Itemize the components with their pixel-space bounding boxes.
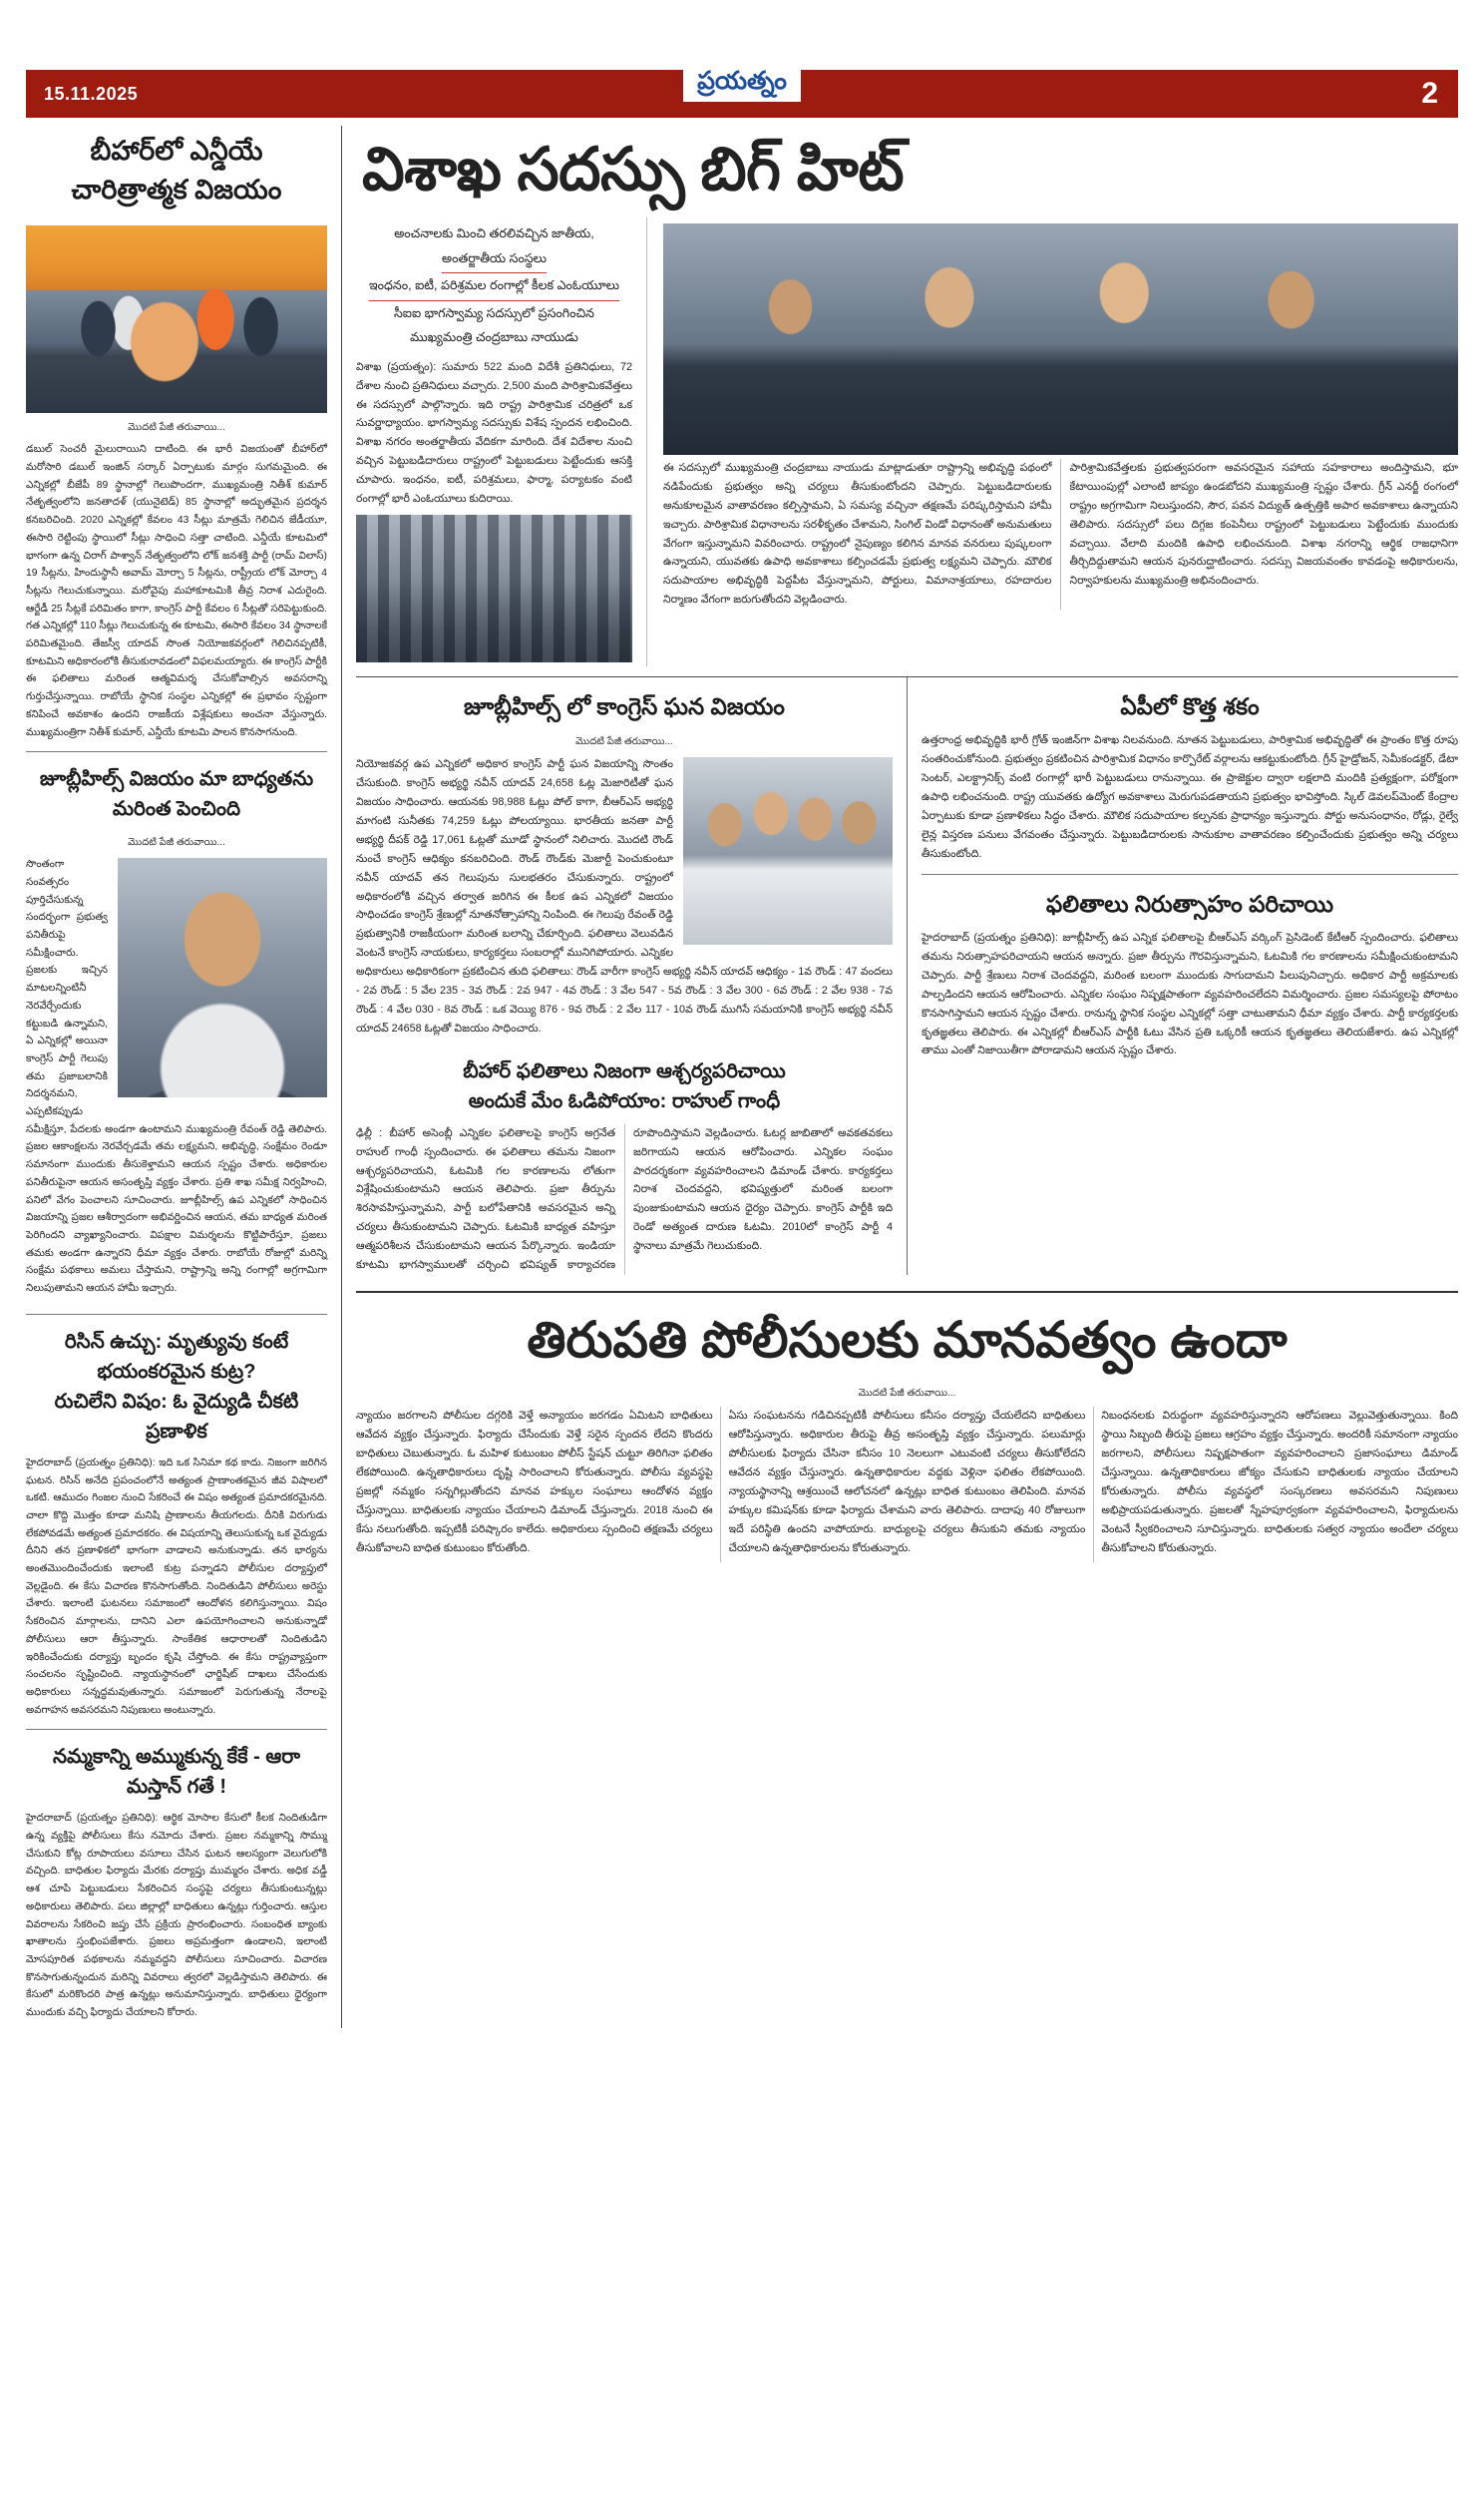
- right-sub-column: [908, 677, 1458, 1275]
- bottom-headline: తిరుపతి పోలీసులకు మానవత్వం ఉందా: [527, 1311, 1288, 1368]
- page-number: 2: [1421, 77, 1438, 110]
- left-headline-line1: బీహార్‌లో ఎన్డీయే: [90, 136, 263, 166]
- rahul-subhead: [356, 1045, 893, 1124]
- newspaper-page: [0, 67, 1484, 2508]
- intro-line-1: అంచనాలకు మించి తరలివచ్చిన జాతీయ,: [394, 226, 594, 240]
- lead-story-block: [356, 217, 1458, 666]
- left-subhead-2-line2: రుచిలేని విషం: ఓ వైద్యుడి చీకటి ప్రణాళిక: [54, 1390, 299, 1443]
- results-article: హైదరాబాద్ (ప్రయత్నం ప్రతినిధి): జూబ్లీహిల్స్ ఉప ఎన్నిక ఫలితాలపై బీఆర్ఎస్ వర్కింగ్ ప్రెసిడెంట్ కేటీఆర్ స్పందించారు. ఫలితాలు తమను నిరుత్సాహపరిచాయని ఆయన అన్నారు. ప్రజా తీర్పును గౌరవిస్తున్నామని, ఓటమికి గల కారణాలను సమీక్షించుకుంటామని చెప్పారు. పార్టీ శ్రేణులు నిరాశ చెందవద్దని, మరింత బలంగా ముందుకు సాగుదామని పిలుపునిచ్చారు. అధికార పార్టీ అక్రమాలకు పాల్పడిందని ఆయన ఆరోపించారు. ఎన్నికల సంఘం నిష్పక్షపాతంగా వ్యవహరించలేదని విమర్శించారు. ప్రజల సమస్యలపై పోరాటం కొనసాగిస్తామని ఆయన స్పష్టం చేశారు. రానున్న స్థానిక సంస్థల ఎన్నికల్లో సత్తా చాటుతామని ధీమా వ్యక్తం చేశారు. పార్టీ కార్యకర్తలకు కృతజ్ఞతలు తెలిపారు. ఈ ఎన్నికల్లో బీఆర్ఎస్ పార్టీకి ఓటు వేసిన ప్రతి ఒక్కరికీ ఆయన కృతజ్ఞతలు తెలియజేశారు. ఉప ఎన్నికల్లో తాము ఎంతో నిజాయితీగా పోరాడామని ఆయన స్పష్టం చేశారు.: [922, 932, 1458, 1057]
- lead-left-sub: [356, 217, 647, 666]
- left-article-3: హైదరాబాద్ (ప్రయత్నం ప్రతినిధి): ఇది ఒక సినిమా కథ కాదు. నిజంగా జరిగిన ఘటన. రిసిన్ అనేది ప్రపంచంలోనే అత్యంత ప్రాణాంతకమైన జీవ విషాలలో ఒకటి. ఆముదం గింజల నుంచి సేకరించే ఈ విషం అత్యంత ప్రమాదకరమైనది. చాలా కొద్ది మొత్తం కూడా మనిషి ప్రాణాలను తీయగలదు. దీనికి విరుగుడు లేకపోవడమే అత్యంత ప్రమాదకరం. ఈ విషయాన్ని తెలుసుకున్న ఒక వైద్యుడు దీనిని తన ప్రణాళికలో భాగంగా వాడాలని అనుకున్నాడు. తన భార్యను అంతమొందించేందుకు ఇలాంటి కుట్ర పన్నాడని పోలీసుల దర్యాప్తులో వెల్లడైంది. ఈ కేసు విచారణ కొనసాగుతోంది. నిందితుడిని పోలీసులు అరెస్టు చేశారు. ఇలాంటి ఘటనలు సమాజంలో ఆందోళన కలిగిస్తున్నాయి. విషం సేకరించిన మార్గాలను, దానిని ఎలా ఉపయోగించాలని అనుకున్నాడో పోలీసులు ఆరా తీస్తున్నారు. సాంకేతిక ఆధారాలతో నిందితుడిని ఇరికించేందుకు దర్యాప్తు బృందం కృషి చేస్తోంది. ఈ కేసు రాష్ట్రవ్యాప్తంగా సంచలనం సృష్టించింది. న్యాయస్థానంలో ఛార్జిషీట్ దాఖలు చేసేందుకు అధికారులు సన్నద్ధమవుతున్నారు. సమాజంలో పెరుగుతున్న నేరాలపై అవగాహన అవసరమని నిపుణులు అంటున్నారు.: [26, 1457, 327, 1716]
- left-byline-2: మొదటి పేజీ తరువాయి...: [128, 837, 225, 849]
- second-band: [356, 677, 1458, 1275]
- bottom-flow: [356, 1407, 1458, 1562]
- ap-article: ఉత్తరాంధ్ర అభివృద్ధికి భారీ గ్రోత్ ఇంజిన్‌గా విశాఖ నిలవనుంది. నూతన పెట్టుబడులు, పారిశ్రామిక అభివృద్ధితో ఈ ప్రాంతం కొత్త రూపు సంతరించుకోనుంది. ప్రభుత్వం ప్రకటించిన పారిశ్రామిక విధానం కార్పొరేట్ వర్గాలను ఆకట్టుకుంటోంది. గ్రీన్ హైడ్రోజన్, సెమీకండక్టర్, డేటా సెంటర్, ఎలక్ట్రానిక్స్ వంటి రంగాల్లో భారీ పెట్టుబడులు రానున్నాయి. ఈ ప్రాజెక్టుల ద్వారా లక్షలాది మందికి ప్రత్యక్షంగా, పరోక్షంగా ఉపాధి లభించనుంది. రాష్ట్ర యువతకు ఉద్యోగ అవకాశాలు మెరుగుపడతాయని ప్రభుత్వం భావిస్తోంది. స్కిల్ డెవలప్‌మెంట్ కేంద్రాల ఏర్పాటుకు కూడా ప్రణాళికలు సిద్ధం చేశారు. మౌలిక సదుపాయాల కల్పనకు ప్రాధాన్యం ఇస్తున్నారు. పోర్టు అనుసంధానం, రోడ్లు, రైల్వే లైన్ల విస్తరణ పనులు వేగవంతం చేస్తున్నారు. పెట్టుబడిదారులకు సానుకూల వాతావరణం కల్పించేందుకు ప్రభుత్వం అన్ని చర్యలు తీసుకుంటోంది.: [922, 734, 1458, 860]
- lead-article-1: విశాఖ (ప్రయత్నం): సుమారు 522 మంది విదేశీ ప్రతినిధులు, 72 దేశాల నుంచి ప్రతినిధులు వచ్చారు. 2,500 మంది పారిశ్రామికవేత్తలు ఈ సదస్సులో పాల్గొన్నారు. ఇది రాష్ట్ర పారిశ్రామిక చరిత్రలో ఒక సువర్ణాధ్యాయం. భాగస్వామ్య సదస్సుకు విశేష స్పందన లభించింది. విశాఖ నగరం అంతర్జాతీయ వేదికగా మారింది. దేశ విదేశాల నుంచి వచ్చిన పెట్టుబడిదారులు రాష్ట్రంలో పెట్టుబడులు పెట్టేందుకు ఆసక్తి చూపారు. ఇంధనం, ఐటీ, పరిశ్రమలు, ఫార్మా, పర్యాటకం వంటి రంగాల్లో భారీ ఎంఓయూలు కుదిరాయి.: [356, 360, 632, 505]
- bottom-byline: మొదటి పేజీ తరువాయి...: [858, 1388, 956, 1400]
- main-headline: విశాఖ సదస్సు బిగ్ హిట్: [362, 136, 905, 203]
- lead-right-sub: [663, 217, 1458, 666]
- left-subhead-1: జూబ్లీహిల్స్ విజయం మా బాధ్యతను మరింత పెంచింది: [39, 768, 314, 821]
- left-subhead-2-line1: రిసిన్ ఉచ్చు: మృత్యువు కంటే భయంకరమైన కుట్ర?: [64, 1330, 289, 1383]
- masthead-bar: [26, 67, 1458, 118]
- page-grid: [26, 126, 1458, 2028]
- left-subhead-2: [26, 1315, 327, 1455]
- rahul-article: ఢిల్లీ : బీహార్ అసెంబ్లీ ఎన్నికల ఫలితాలపై కాంగ్రెస్ అగ్రనేత రాహుల్ గాంధీ స్పందించారు. ఈ ఫలితాలు తమను నిజంగా ఆశ్చర్యపరిచాయని, ఓటమికి గల కారణాలను లోతుగా విశ్లేషించుకుంటామని ఆయన తెలిపారు. ప్రజా తీర్పును శిరసావహిస్తున్నామని, పార్టీ బలోపేతానికి అవసరమైన అన్ని చర్యలు తీసుకుంటామని చెప్పారు. ఓటమికి బాధ్యత వహిస్తూ ఆత్మపరిశీలన చేసుకుంటామని ఆయన పేర్కొన్నారు. ఇండియా కూటమి భాగస్వాములతో చర్చించి భవిష్యత్ కార్యాచరణ రూపొందిస్తామని వెల్లడించారు. ఓటర్ల జాబితాలో అవకతవకలు జరిగాయని ఆయన ఆరోపించారు. ఎన్నికల సంఘం పారదర్శకంగా వ్యవహరించాలని డిమాండ్ చేశారు. కార్యకర్తలు నిరాశ చెందవద్దని, భవిష్యత్తులో మరింత బలంగా పుంజుకుంటామని ఆయన ధైర్యం చెప్పారు. కాంగ్రెస్ పార్టీకి ఇది రెండో అత్యంత దారుణ ఓటమి. 2010లో కాంగ్రెస్ పార్టీ 4 స్థానాలు మాత్రమే గెలుచుకుంది.: [356, 1126, 893, 1271]
- bihar-nda-rally-photo: [26, 225, 327, 413]
- bottom-article-col1: న్యాయం జరగాలని పోలీసుల దగ్గరికి వెళ్తే అన్యాయం జరగడం ఏమిటని బాధితులు ఆవేదన వ్యక్తం చేస్తున్నారు. ఫిర్యాదు చేసేందుకు వెళ్తే సరైన స్పందన లేదని కొందరు బాధితులు చెబుతున్నారు. ఓ మహిళ కుటుంబం పోలీస్ స్టేషన్ చుట్టూ తిరిగినా ఫలితం లేకపోయింది. ఉన్నతాధికారులు దృష్టి సారించాలని కోరుతున్నారు. పోలీసు వ్యవస్థపై ప్రజల్లో నమ్మకం సన్నగిల్లుతోందని మానవ హక్కుల సంఘాలు ఆందోళన వ్యక్తం చేస్తున్నాయి. బాధితులకు న్యాయం చేయాలని డిమాండ్ చేస్తున్నారు. 2018 నుంచి ఈ కేసు నలుగుతోంది. ఇప్పటికీ పరిష్కారం కాలేదు. అధికారులు స్పందించి తక్షణమే చర్యలు తీసుకోవాలని బాధిత కుటుంబం కోరుతోంది.: [356, 1410, 713, 1554]
- summit-audience-photo: [356, 515, 632, 662]
- intro-line-3: ఇంధనం, ఐటీ, పరిశ్రమల రంగాల్లో కీలక ఎంఓయూలు: [369, 273, 619, 301]
- intro-line-2: అంతర్జాతీయ సంస్థలు: [442, 246, 547, 274]
- results-subhead: ఫలితాలు నిరుత్సాహం పరిచాయి: [1045, 890, 1334, 917]
- publication-date: 15.11.2025: [44, 83, 139, 104]
- lead-article-2: ఈ సదస్సులో ముఖ్యమంత్రి చంద్రబాబు నాయుడు మాట్లాడుతూ రాష్ట్రాన్ని అభివృద్ధి పథంలో నడిపేందుకు ప్రభుత్వం అన్ని చర్యలు తీసుకుంటోందని చెప్పారు. పెట్టుబడిదారులకు అనుకూలమైన వాతావరణం కల్పిస్తామని, ఏ సమస్య వచ్చినా తక్షణమే పరిష్కరిస్తామని హామీ ఇచ్చారు. పారిశ్రామిక విధానాలను సరళీకృతం చేశామని, సింగిల్ విండో విధానంతో అనుమతులు వేగంగా ఇస్తున్నామని వివరించారు. రాష్ట్రంలో నైపుణ్యం కలిగిన మానవ వనరులు పుష్కలంగా ఉన్నాయని, యువతకు ఉపాధి అవకాశాలు కల్పించడమే ప్రభుత్వ లక్ష్యమని చెప్పారు. మౌలిక సదుపాయాల అభివృద్ధికి పెద్దపీట వేస్తున్నామని, పోర్టులు, విమానాశ్రయాలు, రహదారుల నిర్మాణం వేగంగా జరుగుతోందని వెల్లడించారు.: [663, 462, 1052, 607]
- jubilee-subhead: జూబ్లీహిల్స్ లో కాంగ్రెస్ ఘన విజయం: [464, 692, 785, 719]
- left-article-4: హైదరాబాద్ (ప్రయత్నం ప్రతినిధి): ఆర్థిక మోసాల కేసులో కీలక నిందితుడిగా ఉన్న వ్యక్తిపై పోలీసులు కేసు నమోదు చేశారు. ప్రజల నమ్మకాన్ని సొమ్ము చేసుకుని కోట్ల రూపాయలు వసూలు చేసిన ఘటన ఆలస్యంగా వెలుగులోకి వచ్చింది. బాధితుల ఫిర్యాదు మేరకు దర్యాప్తు ముమ్మరం చేశారు. అధిక వడ్డీ ఆశ చూపి పెట్టుబడులు సేకరించిన సంస్థపై చర్యలు తీసుకుంటున్నట్లు అధికారులు తెలిపారు. పలు జిల్లాల్లో బాధితులు ఉన్నట్లు గుర్తించారు. ఆస్తుల వివరాలను సేకరించి జప్తు చేసే ప్రక్రియ ప్రారంభించారు. సంబంధిత బ్యాంకు ఖాతాలను స్తంభింపజేశారు. ప్రజలు అప్రమత్తంగా ఉండాలని, ఇలాంటి మోసపూరిత పథకాలను నమ్మవద్దని పోలీసులు సూచించారు. విచారణ కొనసాగుతున్నందున మరిన్ని వివరాలు త్వరలో వెల్లడిస్తామని తెలిపారు. ఈ కేసులో మరికొందరి పాత్ర ఉన్నట్లు అనుమానిస్తున్నారు. బాధితులు ధైర్యంగా ముందుకు వచ్చి ఫిర్యాదు చేయాలని కోరారు.: [26, 1813, 327, 2019]
- lead-intro: [356, 217, 632, 358]
- lead-text-flow: [663, 459, 1458, 610]
- right-region: [342, 126, 1458, 2028]
- cm-chandrababu-dais-photo: [663, 223, 1458, 455]
- rahul-flow: [356, 1124, 893, 1275]
- revanth-reddy-press-photo: [118, 858, 327, 1097]
- left-column: [26, 126, 341, 2028]
- intro-line-4: సీఐఐ భాగస్వామ్య సదస్సులో ప్రసంగించిన: [393, 305, 595, 320]
- newspaper-name: ప్రయత్నం: [697, 67, 787, 95]
- left-subhead-3: నమ్మకాన్ని అమ్ముకున్న కేకే - ఆరా మస్తాన్ గతే !: [52, 1746, 301, 1799]
- bottom-story: [356, 1277, 1458, 1563]
- left-headline-line2: చారిత్రాత్మక విజయం: [71, 175, 282, 206]
- newspaper-logo: [683, 64, 801, 102]
- bottom-article-col2: ఏసు సంఘటనను గడిచినప్పటికీ పోలీసులు కనీసం దర్యాప్తు చేయలేదని బాధితులు ఆరోపిస్తున్నారు. అధికారుల తీరుపై తీవ్ర అసంతృప్తి వ్యక్తం చేస్తున్నారు. పలుమార్లు పోలీసులకు ఫిర్యాదు చేసినా కనీసం 10 నెలలుగా ఎటువంటి చర్యలు తీసుకోలేదని ఆవేదన వ్యక్తం చేస్తున్నారు. ఉన్నతాధికారుల వద్దకు వెళ్లినా ఫలితం లేకపోయింది. న్యాయస్థానాన్ని ఆశ్రయించే ఆలోచనలో ఉన్నట్లు బాధిత కుటుంబం తెలిపింది. మానవ హక్కుల కమిషన్‌కు కూడా ఫిర్యాదు చేశామని వారు తెలిపారు. దాదాపు 40 రోజులుగా ఇదే పరిస్థితి ఉందని వాపోయారు. బాధ్యులపై చర్యలు తీసుకుని తమకు న్యాయం చేయాలని ఉన్నతాధికారులను కోరుతున్నారు.: [728, 1410, 1086, 1554]
- jubilee-block: [356, 677, 908, 1275]
- rahul-subhead-line2: అందుకే మేం ఓడిపోయాం: రాహుల్ గాంధీ: [468, 1089, 781, 1112]
- intro-line-5: ముఖ్యమంత్రి చంద్రబాబు నాయుడు: [410, 330, 578, 345]
- ap-subhead: ఏపీలో కొత్త శకం: [1120, 692, 1260, 719]
- jubilee-article: నియోజకవర్గ ఉప ఎన్నికలో అధికార కాంగ్రెస్ పార్టీ ఘన విజయాన్ని సొంతం చేసుకుంది. కాంగ్రెస్ అభ్యర్థి నవీన్ యాదవ్ 24,658 ఓట్ల మెజారిటీతో ఘన విజయం సాధించారు. ఆయనకు 98,988 ఓట్లు పోల్ కాగా, బీఆర్ఎస్ అభ్యర్థి మాగంటి సునీతకు 74,259 ఓట్లు పోలయ్యాయి. భారతీయ జనతా పార్టీ అభ్యర్థి దీపక్ రెడ్డి 17,061 ఓట్లతో మూడో స్థానంలో నిలిచారు. మొదటి రౌండ్ నుంచే కాంగ్రెస్ ఆధిక్యం కనబరిచింది. రౌండ్ రౌండ్‌కు మెజార్టీ పెంచుకుంటూ నవీన్ యాదవ్ తన గెలుపును సులభతరం చేసుకున్నారు. రాష్ట్రంలో అధికారంలోకి వచ్చిన తర్వాత జరిగిన ఈ కీలక ఉప ఎన్నికలో విజయం సాధించడం కాంగ్రెస్ శ్రేణుల్లో నూతనోత్సాహాన్ని నింపింది. ఈ గెలుపు రేవంత్ రెడ్డి ప్రభుత్వానికి రాజకీయంగా మరింత బలాన్ని చేకూర్చింది. ఫలితాలు వెలువడిన వెంటనే కాంగ్రెస్ నాయకులు, కార్యకర్తలు సంబరాల్లో మునిగిపోయారు. ఎన్నికల అధికారులు అధికారికంగా ప్రకటించిన తుది ఫలితాలు: రౌండ్ వారీగా కాంగ్రెస్ అభ్యర్థి నవీన్ యాదవ్ ఆధిక్యం - 1వ రౌండ్ : 47 వందలు - 2వ రౌండ్ : 5 వేల 235 - 3వ రౌండ్ : 2వ 947 - 4వ రౌండ్ : 3 వేల 547 - 5వ రౌండ్ : 3 వేల 300 - 6వ రౌండ్ : 2 వేల 938 - 7వ రౌండ్ : 4 వేల 030 - 8వ రౌండ్ : ఒక వెయ్యి 876 - 9వ రౌండ్ : 2 వేల 117 - 10వ రౌండ్ ముగిసే సమయానికి కాంగ్రెస్ అభ్యర్థి నవీన్ యాదవ్ 24658 ఓట్లతో విజయం సాధించారు.: [356, 758, 893, 1035]
- left-headline: [26, 126, 327, 219]
- rahul-subhead-line1: బీహార్ ఫలితాలు నిజంగా ఆశ్చర్యపరిచాయి: [463, 1059, 786, 1082]
- jubilee-byline: మొదటి పేజీ తరువాయి...: [575, 736, 673, 748]
- left-article-1: డబుల్ సెంచరీ మైలురాయిని దాటింది. ఈ భారీ విజయంతో బీహార్‌లో మరోసారి డబుల్ ఇంజిన్ సర్కార్ ఏర్పాటుకు మార్గం సుగమమైంది. ఈ ఎన్నికల్లో బీజేపీ 89 స్థానాల్లో గెలుపొందగా, ముఖ్యమంత్రి నితీశ్ కుమార్ నేతృత్వంలోని జనతాదళ్ (యునైటెడ్) 85 స్థానాల్లో అద్భుతమైన ప్రదర్శన కనబరిచింది. 2020 ఎన్నికల్లో కేవలం 43 సీట్లు మాత్రమే గెలిచిన జేడీయూ, ఈసారి రెట్టింపు స్థాయిలో సీట్లు సాధించి సత్తా చాటింది. ఎన్డీయే కూటమిలో భాగంగా ఉన్న చిరాగ్ పాశ్వాన్ నేతృత్వంలోని లోక్ జనశక్తి పార్టీ (రామ్ విలాస్) 19 సీట్లను, హిందుస్థానీ అవామ్ మోర్చా 5 సీట్లను, రాష్ట్రీయ లోక్ మోర్చా 4 సీట్లను గెలుచుకున్నాయి. మరోవైపు మహాకూటమికి తీవ్ర నిరాశ ఎదురైంది. ఆర్జేడీ 25 సీట్లకే పరిమితం కాగా, కాంగ్రెస్ పార్టీ కేవలం 6 సీట్లతో సరిపెట్టుకుంది. గత ఎన్నికల్లో 110 సీట్లు గెలుచుకున్న ఈ కూటమి, ఈసారి కేవలం 34 స్థానాలకే పరిమితమైంది. తేజస్వీ యాదవ్ సొంత నియోజకవర్గంలో గెలిచినప్పటికీ, కూటమిని అధికారంలోకి తీసుకురావడంలో విఫలమయ్యారు. ఈ కాంగ్రెస్ పార్టీకి ఈ ఫలితాలు మరింత ఆత్మవిమర్శ చేసుకోవాల్సిన అవసరాన్ని గుర్తుచేస్తున్నాయి. రాబోయే స్థానిక సంస్థల ఎన్నికల్లో ఈ ప్రభావం స్పష్టంగా కనిపించే అవకాశం ఉందని రాజకీయ విశ్లేషకులు అంచనా వేస్తున్నారు. ముఖ్యమంత్రిగా నితీశ్ కుమార్, ఎన్డీయే కూటమి పాలన కొనసాగనుంది.: [26, 444, 327, 738]
- left-byline-1: మొదటి పేజీ తరువాయి...: [128, 422, 225, 434]
- left-article-2: సొంతంగా సంవత్సరం పూర్తిచేసుకున్న సందర్భంగా ప్రభుత్వ పనితీరుపై సమీక్షించారు. ప్రజలకు ఇచ్చిన మాటలన్నింటినీ నెరవేర్చేందుకు కట్టుబడి ఉన్నామని, ఏ ఎన్నికల్లో అయినా కాంగ్రెస్ పార్టీ గెలుపు తమ ప్రజాబలానికి నిదర్శనమని, ఎప్పటికప్పుడు సమీక్షిస్తూ, పేదలకు అండగా ఉంటామని ముఖ్యమంత్రి రేవంత్ రెడ్డి తెలిపారు. ప్రజల ఆకాంక్షలను నెరవేర్చడమే తమ లక్ష్యమని, అభివృద్ధి, సంక్షేమం రెండూ సమానంగా ముందుకు తీసుకెళ్తామని ఆయన స్పష్టం చేశారు. అధికారుల పనితీరుపైనా ఆయన అసంతృప్తి వ్యక్తం చేశారు. ప్రతి శాఖ సమీక్ష నిర్వహించి, పనిలో వేగం పెంచాలని సూచించారు. జూబ్లీహిల్స్ ఉప ఎన్నికలో సాధించిన విజయాన్ని ప్రజల ఆశీర్వాదంగా అభివర్ణించిన ఆయన, తమ బాధ్యత మరింత పెరిగిందని వ్యాఖ్యానించారు. విపక్షాల విమర్శలను కొట్టిపారేస్తూ, ప్రజలు తమకు అండగా ఉన్నారని ధీమా వ్యక్తం చేశారు. రాబోయే రోజుల్లో మరిన్ని సంక్షేమ పథకాలు అమలు చేస్తామని, రాష్ట్రాన్ని అన్ని రంగాల్లో అగ్రగామిగా నిలుపుతామని ఆయన హామీ ఇచ్చారు.: [26, 859, 327, 1295]
- lead-article-3: పారిశ్రామికవేత్తలకు ప్రభుత్వపరంగా అవసరమైన సహాయ సహకారాలు అందిస్తామని, భూ కేటాయింపుల్లో ఎలాంటి జాప్యం ఉండబోదని ముఖ్యమంత్రి స్పష్టం చేశారు. గ్రీన్ ఎనర్జీ రంగంలో రాష్ట్రం అగ్రగామిగా నిలుస్తుందని, సౌర, పవన విద్యుత్ ఉత్పత్తికి అపార అవకాశాలు ఉన్నాయని తెలిపారు. సదస్సులో పలు దిగ్గజ కంపెనీలు రాష్ట్రంలో పెట్టుబడులు పెట్టేందుకు ముందుకు వచ్చాయి. వేలాది మందికి ఉపాధి లభించనుంది. విశాఖ నగరాన్ని ఆర్థిక రాజధానిగా తీర్చిదిద్దుతామని ఆయన పునరుద్ఘాటించారు. సదస్సు విజయవంతం కావడంపై అధికారులను, నిర్వాహకులను ముఖ్యమంత్రి అభినందించారు.: [1069, 462, 1458, 588]
- bottom-article-col3: నిబంధనలకు విరుద్ధంగా వ్యవహరిస్తున్నారని ఆరోపణలు వెల్లువెత్తుతున్నాయి. కింది స్థాయి సిబ్బంది తీరుపై ప్రజలు ఆగ్రహం వ్యక్తం చేస్తున్నారు. అందరికీ సమానంగా న్యాయం జరగాలని, పోలీసులు నిష్పక్షపాతంగా వ్యవహరించాలని ప్రజాసంఘాలు డిమాండ్ చేస్తున్నాయి. ఉన్నతాధికారులు జోక్యం చేసుకుని బాధితులకు న్యాయం చేయాలని కోరుతున్నారు. పోలీసు వ్యవస్థలో సంస్కరణలు అవసరమని నిపుణులు అభిప్రాయపడుతున్నారు. ప్రజలతో స్నేహపూర్వకంగా వ్యవహరించాలని, ఫిర్యాదులను వెంటనే స్వీకరించాలని సూచిస్తున్నారు. బాధితులకు సత్వర న్యాయం అందేలా చర్యలు తీసుకోవాలని కోరుతున్నారు.: [1101, 1410, 1458, 1554]
- congress-celebration-photo: [683, 757, 893, 945]
